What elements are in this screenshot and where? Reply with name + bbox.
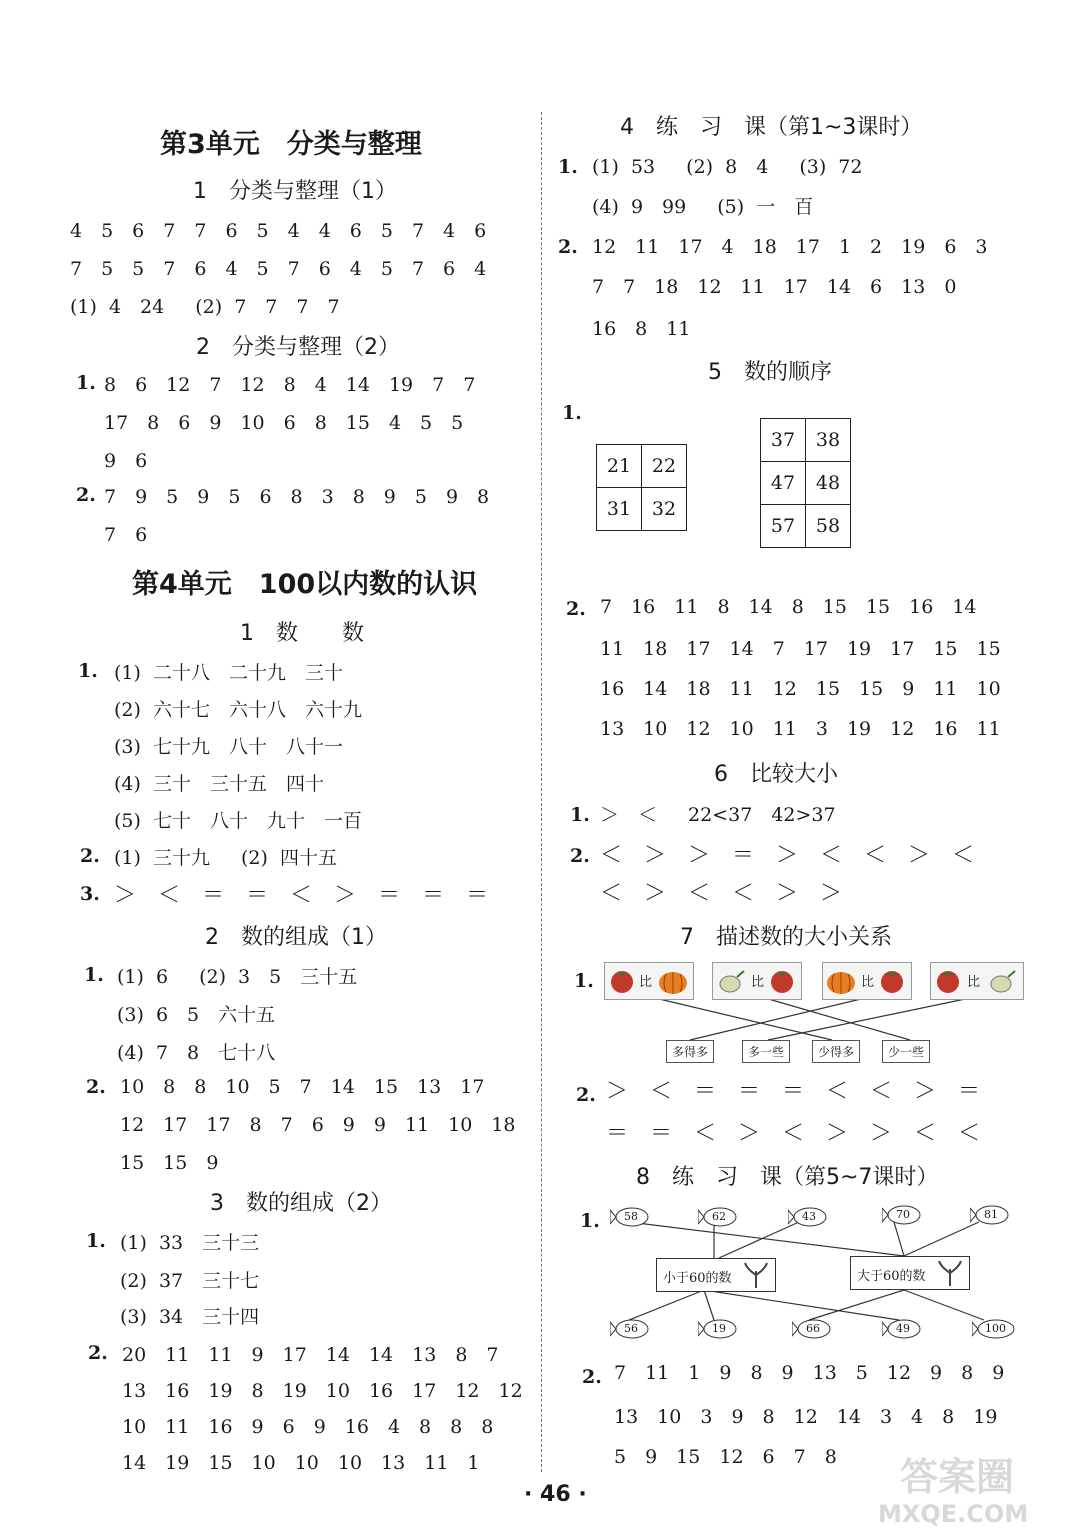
- question-number: 1.: [78, 660, 98, 682]
- tomato-icon: [609, 968, 635, 994]
- answer-line: 16 8 11: [592, 318, 691, 340]
- question-number: 2.: [566, 598, 586, 620]
- fish-icon: [972, 1318, 1016, 1340]
- grid-cell: 57: [761, 505, 806, 548]
- answer-line: 14 19 15 10 10 10 13 11 1: [122, 1452, 480, 1474]
- answer-line: ＜ ＞ ＜ ＜ ＞ ＞: [600, 881, 843, 906]
- grid-cell: 21: [597, 445, 642, 488]
- grid-cell: 47: [761, 462, 806, 505]
- unit4-title: 第4单元 100以内数的认识: [132, 569, 478, 600]
- fruit-pair: [712, 962, 802, 1000]
- grid-cell: 37: [761, 419, 806, 462]
- fruit-pair: [822, 962, 912, 1000]
- fish-icon: [698, 1206, 738, 1228]
- answer-line: 13 16 19 8 19 10 16 17 12 12: [122, 1380, 523, 1402]
- column-divider: [541, 112, 542, 1472]
- answer-line: 12 17 17 8 7 6 9 9 11 10 18: [120, 1114, 516, 1136]
- grid-cell: 32: [642, 488, 687, 531]
- tomato-icon: [769, 968, 795, 994]
- section-title: 1 数 数: [240, 621, 364, 646]
- answer-line: (4) 9 99 (5) 一 百: [592, 196, 814, 218]
- fish-number: 56: [624, 1322, 638, 1335]
- answer-line: (3) 34 三十四: [120, 1306, 260, 1328]
- section-title: 1 分类与整理（1）: [193, 179, 397, 204]
- grid-cell: 22: [642, 445, 687, 488]
- question-number: 2.: [76, 484, 96, 506]
- answer-line: ＜ ＞ ＞ ＝ ＞ ＜ ＜ ＞ ＜: [600, 843, 975, 868]
- answer-line: (1) 二十八 二十九 三十: [114, 662, 343, 684]
- fish-number: 66: [806, 1322, 820, 1335]
- answer-line: 4 5 6 7 7 6 5 4 4 6 5 7 4 6: [70, 220, 487, 242]
- fish-number: 49: [896, 1322, 910, 1335]
- fruit-pair: [604, 962, 694, 1000]
- fish-icon: [882, 1318, 922, 1340]
- section-title: 5 数的顺序: [708, 360, 832, 385]
- question-number: 1.: [570, 804, 590, 826]
- compare-word: 比: [639, 975, 653, 990]
- question-number: 2.: [570, 845, 590, 867]
- unit3-title: 第3单元 分类与整理: [160, 129, 422, 160]
- tag-much-more: 多得多: [666, 1040, 714, 1063]
- section-title: 8 练 习 课（第5~7课时）: [636, 1165, 939, 1190]
- answer-line: 11 18 17 14 7 17 19 17 15 15: [600, 638, 1001, 660]
- answer-line: 15 15 9: [120, 1152, 219, 1174]
- number-grid-large: [760, 418, 851, 548]
- answer-line: 7 5 5 7 6 4 5 7 6 4 5 7 6 4: [70, 258, 487, 280]
- watermark-logo: 答案圈: [900, 1455, 1015, 1499]
- eggplant-icon: [717, 967, 747, 995]
- box-less-than-60: [656, 1258, 776, 1292]
- question-number: 2.: [80, 845, 100, 867]
- page-number: · 46 ·: [524, 1482, 587, 1507]
- question-number: 1.: [558, 156, 578, 178]
- compare-word: 比: [861, 975, 875, 990]
- box-label: 大于60的数: [857, 1269, 926, 1284]
- answer-line: 7 11 1 9 8 9 13 5 12 9 8 9: [614, 1362, 1005, 1384]
- answer-line: 10 11 16 9 6 9 16 4 8 8 8: [122, 1416, 494, 1438]
- question-number: 3.: [80, 883, 100, 905]
- fruit-pair: [930, 962, 1024, 1000]
- fish-number: 58: [624, 1210, 638, 1223]
- question-number: 1.: [84, 964, 104, 986]
- grid-cell: 31: [597, 488, 642, 531]
- section-title: 7 描述数的大小关系: [680, 925, 892, 950]
- answer-line: 12 11 17 4 18 17 1 2 19 6 3: [592, 236, 988, 258]
- fruit-comparison-figure: [600, 958, 1040, 1068]
- fish-icon: [970, 1204, 1010, 1226]
- answer-line: ＞ ＜ 22<37 42>37: [600, 804, 836, 826]
- pumpkin-icon: [825, 966, 857, 996]
- answer-line: (1) 6 (2) 3 5 三十五: [117, 966, 358, 988]
- fish-number: 100: [985, 1322, 1006, 1335]
- answer-line: (1) 4 24 (2) 7 7 7 7: [70, 296, 340, 318]
- fish-icon: [610, 1318, 650, 1340]
- answer-line: 7 7 18 12 11 17 14 6 13 0: [592, 276, 957, 298]
- answer-line: 20 11 11 9 17 14 14 13 8 7: [122, 1344, 499, 1366]
- compare-word: 比: [751, 975, 765, 990]
- question-number: 1.: [76, 372, 96, 394]
- answer-line: 13 10 3 9 8 12 14 3 4 8 19: [614, 1406, 998, 1428]
- answer-line: 10 8 8 10 5 7 14 15 13 17: [120, 1076, 485, 1098]
- watermark-url: MXQE.COM: [878, 1500, 1029, 1528]
- section-title: 2 数的组成（1）: [205, 925, 387, 950]
- box-label: 小于60的数: [663, 1271, 732, 1286]
- section-title: 6 比较大小: [714, 762, 838, 787]
- answer-line: 7 6: [104, 524, 148, 546]
- answer-line: 13 10 12 10 11 3 19 12 16 11: [600, 718, 1001, 740]
- answer-line: (3) 七十九 八十 八十一: [114, 736, 343, 758]
- tag-a-bit-less: 少一些: [882, 1040, 930, 1063]
- section-title: 4 练 习 课（第1~3课时）: [620, 115, 923, 140]
- answer-line: (2) 六十七 六十八 六十九: [114, 699, 362, 721]
- section-title: 3 数的组成（2）: [210, 1191, 392, 1216]
- fish-number: 81: [984, 1208, 998, 1221]
- tomato-icon: [879, 968, 905, 994]
- answer-line: ＞ ＜ ＝ ＝ ＜ ＞ ＝ ＝ ＝: [114, 883, 489, 908]
- fish-icon: [610, 1206, 650, 1228]
- page-number-value: 46: [540, 1482, 571, 1507]
- fish-number: 19: [712, 1322, 726, 1335]
- answer-line: (1) 33 三十三: [120, 1232, 260, 1254]
- answer-line: (1) 三十九 (2) 四十五: [114, 847, 337, 869]
- answer-line: (4) 7 8 七十八: [117, 1042, 276, 1064]
- fish-number: 62: [712, 1210, 726, 1223]
- number-grid-small: [596, 444, 687, 531]
- fish-icon: [792, 1318, 832, 1340]
- fish-icon: [788, 1206, 828, 1228]
- answer-line: (5) 七十 八十 九十 一百: [114, 810, 362, 832]
- fish-number: 70: [896, 1208, 910, 1221]
- grid-cell: 38: [806, 419, 851, 462]
- question-number: 1.: [580, 1210, 600, 1232]
- answer-line: 8 6 12 7 12 8 4 14 19 7 7: [104, 374, 476, 396]
- question-number: 1.: [86, 1230, 106, 1252]
- grid-cell: 58: [806, 505, 851, 548]
- section-title: 2 分类与整理（2）: [196, 335, 400, 360]
- fish-icon: [698, 1318, 738, 1340]
- answer-line: 5 9 15 12 6 7 8: [614, 1446, 837, 1468]
- answer-line: (2) 37 三十七: [120, 1270, 260, 1292]
- question-number: 2.: [558, 236, 578, 258]
- fish-icon: [882, 1204, 922, 1226]
- question-number: 1.: [574, 970, 594, 992]
- fish-number: 43: [802, 1210, 816, 1223]
- tomato-icon: [935, 968, 961, 994]
- answer-line: (1) 53 (2) 8 4 (3) 72: [592, 156, 863, 178]
- plant-icon: [935, 1259, 965, 1287]
- eggplant-icon: [987, 967, 1019, 995]
- pumpkin-icon: [657, 966, 689, 996]
- question-number: 2.: [582, 1366, 602, 1388]
- question-number: 2.: [88, 1342, 108, 1364]
- answer-line: ＝ ＝ ＜ ＞ ＜ ＞ ＞ ＜ ＜: [606, 1121, 981, 1146]
- answer-line: ＞ ＜ ＝ ＝ ＝ ＜ ＜ ＞ ＝: [606, 1079, 981, 1104]
- answer-line: 9 6: [104, 450, 148, 472]
- answer-line: 17 8 6 9 10 6 8 15 4 5 5: [104, 412, 464, 434]
- answer-line: 7 16 11 8 14 8 15 15 16 14: [600, 596, 977, 618]
- compare-word: 比: [967, 975, 981, 990]
- answer-line: (4) 三十 三十五 四十: [114, 773, 324, 795]
- tag-a-bit-more: 多一些: [742, 1040, 790, 1063]
- tag-much-less: 少得多: [812, 1040, 860, 1063]
- box-greater-than-60: [850, 1256, 970, 1290]
- grid-cell: 48: [806, 462, 851, 505]
- fish-sorting-figure: [604, 1198, 1024, 1348]
- answer-line: 7 9 5 9 5 6 8 3 8 9 5 9 8: [104, 486, 490, 508]
- answer-line: 16 14 18 11 12 15 15 9 11 10: [600, 678, 1001, 700]
- answer-line: (3) 6 5 六十五: [117, 1004, 276, 1026]
- question-number: 1.: [562, 402, 582, 424]
- question-number: 2.: [86, 1076, 106, 1098]
- question-number: 2.: [576, 1084, 596, 1106]
- plant-icon: [741, 1261, 771, 1289]
